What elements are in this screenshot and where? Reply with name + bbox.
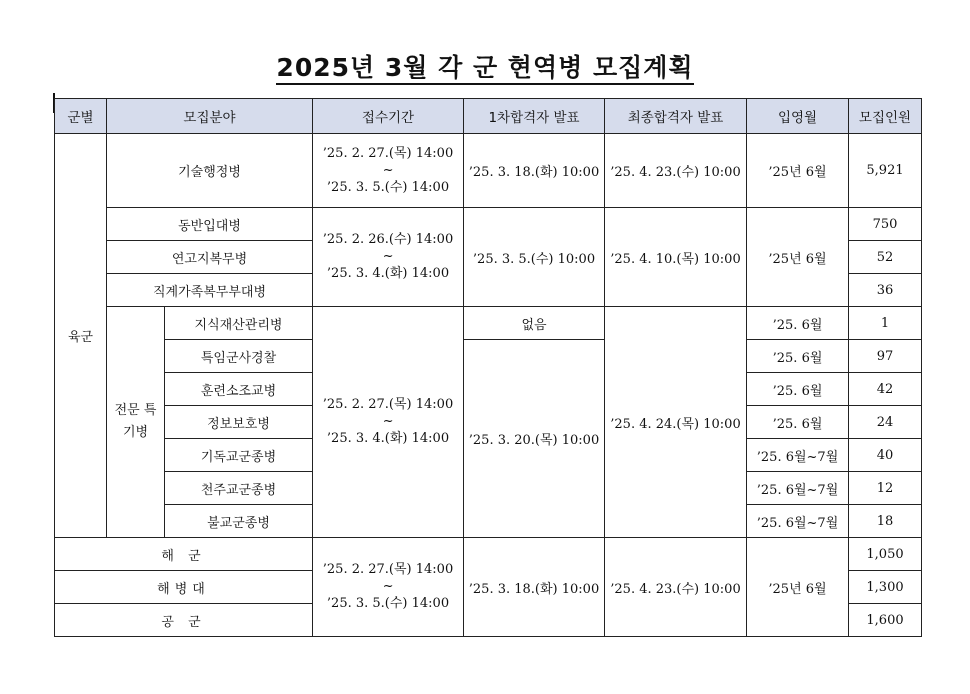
- month-cell: ’25. 6월: [747, 373, 849, 406]
- month-cell: ’25. 6월~7월: [747, 472, 849, 505]
- count-cell: 40: [849, 439, 922, 472]
- field-cell: 훈련소조교병: [165, 373, 313, 406]
- field-cell: 정보보호병: [165, 406, 313, 439]
- month-cell: ’25년 6월: [747, 208, 849, 307]
- first-result-cell: ’25. 3. 18.(화) 10:00: [464, 538, 605, 637]
- count-cell: 1,600: [849, 604, 922, 637]
- table-row: [55, 538, 922, 571]
- header-first-result: 1차합격자 발표: [464, 99, 605, 134]
- field-cell: 연고지복무병: [107, 241, 313, 274]
- month-cell: ’25. 6월: [747, 406, 849, 439]
- field-cell: 기독교군종병: [165, 439, 313, 472]
- first-result-cell: ’25. 3. 5.(수) 10:00: [464, 208, 605, 307]
- table-row: [55, 208, 922, 241]
- final-result-cell: ’25. 4. 23.(수) 10:00: [605, 134, 747, 208]
- field-cell: 동반입대병: [107, 208, 313, 241]
- table-row: [55, 340, 922, 373]
- field-cell: 지식재산관리병: [165, 307, 313, 340]
- header-period: 접수기간: [313, 99, 464, 134]
- field-cell: 직계가족복무부대병: [107, 274, 313, 307]
- month-cell: ’25년 6월: [747, 538, 849, 637]
- month-cell: ’25. 6월: [747, 307, 849, 340]
- period-cell: ’25. 2. 27.(목) 14:00 ~ ’25. 3. 5.(수) 14:00: [313, 538, 464, 637]
- month-cell: ’25. 6월~7월: [747, 505, 849, 538]
- branch-cell-marines: 해병대: [55, 571, 313, 604]
- month-cell: ’25년 6월: [747, 134, 849, 208]
- branch-cell-navy: 해 군: [55, 538, 313, 571]
- field-cell: 불교군종병: [165, 505, 313, 538]
- army-branch-cell: 육군: [55, 134, 107, 538]
- field-cell: 천주교군종병: [165, 472, 313, 505]
- header-field: 모집분야: [107, 99, 313, 134]
- specialist-label-cell: 전문 특기병: [107, 307, 165, 538]
- recruitment-table: [54, 98, 922, 637]
- final-result-cell: ’25. 4. 10.(목) 10:00: [605, 208, 747, 307]
- count-cell: 24: [849, 406, 922, 439]
- count-cell: 18: [849, 505, 922, 538]
- period-cell: ’25. 2. 27.(목) 14:00 ~ ’25. 3. 5.(수) 14:00: [313, 134, 464, 208]
- header-row: [55, 99, 922, 134]
- count-cell: 97: [849, 340, 922, 373]
- table-row: [55, 134, 922, 208]
- first-result-cell: 없음: [464, 307, 605, 340]
- branch-cell-airforce: 공 군: [55, 604, 313, 637]
- header-final-result: 최종합격자 발표: [605, 99, 747, 134]
- count-cell: 36: [849, 274, 922, 307]
- month-cell: ’25. 6월: [747, 340, 849, 373]
- header-count: 모집인원: [849, 99, 922, 134]
- count-cell: 5,921: [849, 134, 922, 208]
- count-cell: 1,050: [849, 538, 922, 571]
- month-cell: ’25. 6월~7월: [747, 439, 849, 472]
- count-cell: 12: [849, 472, 922, 505]
- count-cell: 42: [849, 373, 922, 406]
- field-cell: 특임군사경찰: [165, 340, 313, 373]
- first-result-cell: ’25. 3. 20.(목) 10:00: [464, 340, 605, 538]
- period-cell: ’25. 2. 27.(목) 14:00 ~ ’25. 3. 4.(화) 14:00: [313, 307, 464, 538]
- final-result-cell: ’25. 4. 24.(목) 10:00: [605, 307, 747, 538]
- count-cell: 52: [849, 241, 922, 274]
- page-title: [0, 48, 970, 84]
- header-branch: 군별: [55, 99, 107, 134]
- count-cell: 750: [849, 208, 922, 241]
- title-text: 2025년 3월 각 군 현역병 모집계획: [276, 53, 693, 85]
- first-result-cell: ’25. 3. 18.(화) 10:00: [464, 134, 605, 208]
- count-cell: 1,300: [849, 571, 922, 604]
- table-row: [55, 307, 922, 340]
- count-cell: 1: [849, 307, 922, 340]
- final-result-cell: ’25. 4. 23.(수) 10:00: [605, 538, 747, 637]
- period-cell: ’25. 2. 26.(수) 14:00 ~ ’25. 3. 4.(화) 14:00: [313, 208, 464, 307]
- field-cell: 기술행정병: [107, 134, 313, 208]
- header-month: 입영월: [747, 99, 849, 134]
